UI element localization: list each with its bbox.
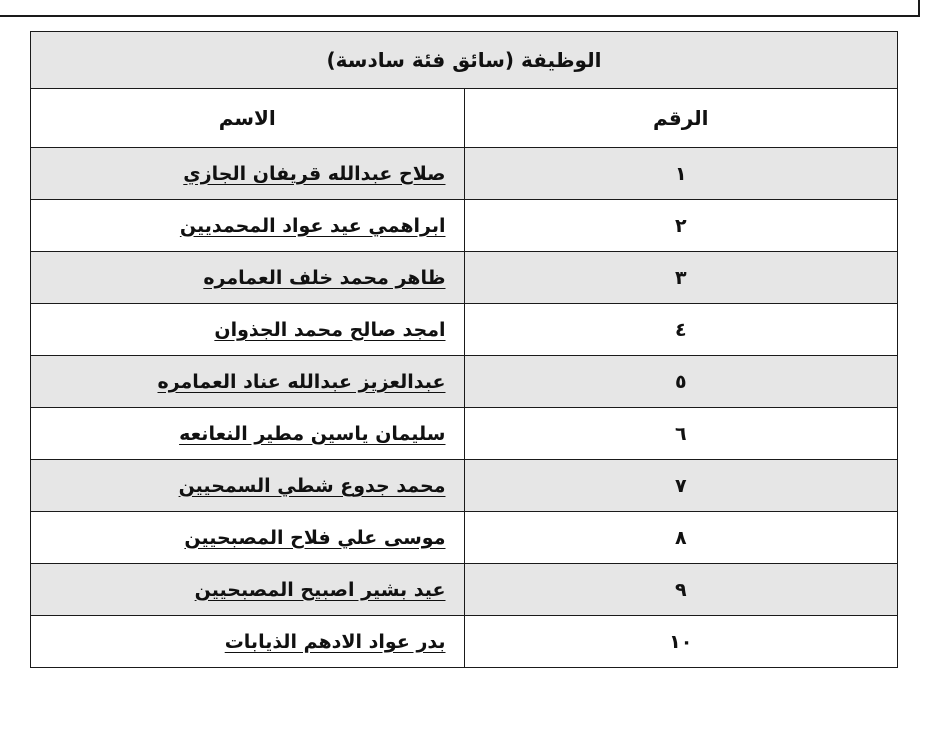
row-number: ٦ [464,408,898,460]
table-row [31,148,898,200]
column-header-number: الرقم [464,89,898,148]
row-name: عيد بشير اصبيح المصبحيين [194,578,446,601]
column-header-name: الاسم [31,89,465,148]
row-name-cell [31,252,465,304]
table-title: الوظيفة (سائق فئة سادسة) [31,32,898,89]
table-row [31,616,898,668]
row-name-cell [31,200,465,252]
row-name-cell [31,304,465,356]
table-row [31,252,898,304]
row-number: ١ [464,148,898,200]
row-number: ٧ [464,460,898,512]
row-name-cell [31,460,465,512]
row-name: ظاهر محمد خلف العمامره [203,266,446,289]
table-row [31,512,898,564]
row-number: ٥ [464,356,898,408]
row-number: ٩ [464,564,898,616]
top-border-rule [0,0,920,17]
row-name: ابراهمي عيد عواد المحمديين [179,214,446,237]
row-name-cell [31,148,465,200]
row-number: ٤ [464,304,898,356]
row-name: محمد جدوع شطي السمحيين [178,474,446,497]
row-name-cell [31,512,465,564]
row-number: ٨ [464,512,898,564]
row-number: ٢ [464,200,898,252]
row-name: بدر عواد الادهم الذيابات [224,630,446,653]
table-row [31,200,898,252]
table-row [31,304,898,356]
row-name: امجد صالح محمد الجذوان [214,318,446,341]
employees-table [30,31,898,668]
row-number: ١٠ [464,616,898,668]
row-number: ٣ [464,252,898,304]
row-name-cell [31,356,465,408]
row-name: موسى علي فلاح المصبحيين [184,526,446,549]
table-row [31,564,898,616]
row-name-cell [31,616,465,668]
table-row [31,408,898,460]
row-name: عبدالعزيز عبدالله عناد العمامره [157,370,446,393]
table-row [31,460,898,512]
row-name-cell [31,408,465,460]
row-name: صلاح عبدالله قريفان الجازي [183,162,446,185]
row-name-cell [31,564,465,616]
row-name: سليمان ياسين مطير النعانعه [179,422,446,445]
table-row [31,356,898,408]
